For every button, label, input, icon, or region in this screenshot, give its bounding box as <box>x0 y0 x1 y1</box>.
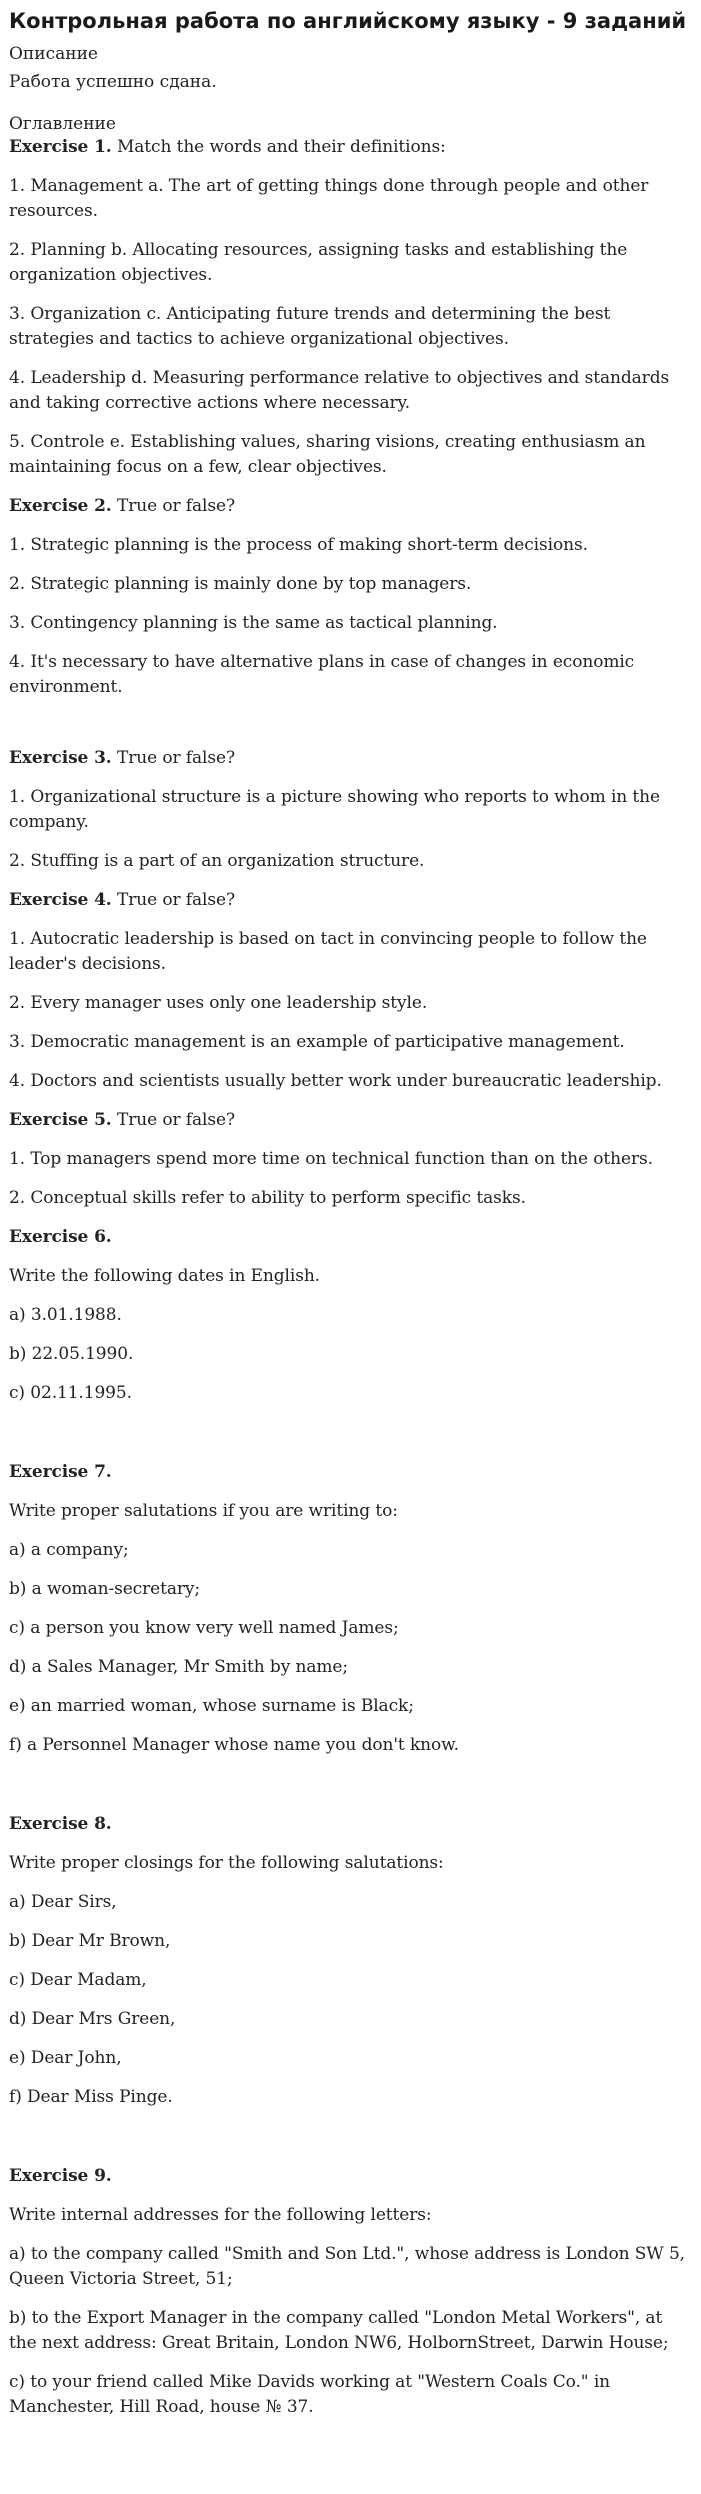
list-item: 1. Autocratic leadership is based on tact in convincing people to follow the leader's decisions. <box>9 929 647 974</box>
exercise-7 <box>9 1460 692 1758</box>
spacer <box>9 1420 692 1460</box>
exercise-4-heading: Exercise 4. <box>9 890 112 910</box>
exercise-9 <box>9 2164 692 2420</box>
exercise-5-header <box>9 1108 692 1133</box>
spacer <box>9 1772 692 1812</box>
exercise-3-heading: Exercise 3. <box>9 748 112 768</box>
exercise-2-heading: Exercise 2. <box>9 496 112 516</box>
exercise-6-header <box>9 1225 692 1250</box>
list-item: 3. Contingency planning is the same as tactical planning. <box>9 613 498 633</box>
exercise-4 <box>9 888 692 1094</box>
exercise-5-heading: Exercise 5. <box>9 1110 112 1130</box>
exercise-3 <box>9 746 692 874</box>
exercise-7-instruction: Write proper salutations if you are writing to: <box>9 1501 398 1521</box>
exercise-8-header <box>9 1812 692 1837</box>
exercise-6-instruction: Write the following dates in English. <box>9 1266 320 1286</box>
list-item: b) Dear Mr Brown, <box>9 1931 171 1951</box>
list-item: 2. Every manager uses only one leadership style. <box>9 993 428 1013</box>
list-item: d) a Sales Manager, Mr Smith by name; <box>9 1657 349 1677</box>
exercise-2-header <box>9 494 692 519</box>
list-item: 5. Controle e. Establishing values, sharing visions, creating enthusiasm an maintaining focus on a few, clear objectives. <box>9 432 646 477</box>
description-text: Работа успешно сдана. <box>9 72 217 92</box>
exercise-4-instruction: True or false? <box>116 890 235 910</box>
exercise-1-header <box>9 135 692 160</box>
list-item: 4. It's necessary to have alternative plans in case of changes in economic environment. <box>9 652 635 697</box>
description-label: Описание <box>9 44 98 64</box>
list-item: b) to the Export Manager in the company called "London Metal Workers", at the next address: Great Britain, London NW6, HolbornStreet, Darwin House; <box>9 2308 669 2353</box>
list-item: e) Dear John, <box>9 2048 122 2068</box>
list-item: b) 22.05.1990. <box>9 1344 134 1364</box>
list-item: a) 3.01.1988. <box>9 1305 122 1325</box>
exercise-5-instruction: True or false? <box>116 1110 235 1130</box>
exercise-6-heading: Exercise 6. <box>9 1227 112 1247</box>
list-item: c) to your friend called Mike Davids working at "Western Coals Co." in Manchester, Hill Road, house № 37. <box>9 2372 611 2417</box>
list-item: 3. Democratic management is an example of participative management. <box>9 1032 625 1052</box>
exercise-9-instruction: Write internal addresses for the following letters: <box>9 2205 432 2225</box>
exercise-8 <box>9 1812 692 2110</box>
exercise-8-heading: Exercise 8. <box>9 1814 112 1834</box>
list-item: 1. Top managers spend more time on technical function than on the others. <box>9 1149 653 1169</box>
list-item: 3. Organization c. Anticipating future trends and determining the best strategies and tactics to achieve organizational objectives. <box>9 304 611 349</box>
list-item: 4. Doctors and scientists usually better work under bureaucratic leadership. <box>9 1071 662 1091</box>
exercise-2-instruction: True or false? <box>116 496 235 516</box>
list-item: c) 02.11.1995. <box>9 1383 132 1403</box>
list-item: 2. Stuffing is a part of an organization structure. <box>9 851 425 871</box>
exercise-3-header <box>9 746 692 771</box>
list-item: f) Dear Miss Pinge. <box>9 2087 173 2107</box>
list-item: c) Dear Madam, <box>9 1970 147 1990</box>
list-item: 4. Leadership d. Measuring performance relative to objectives and standards and taking corrective actions where necessary. <box>9 368 670 413</box>
toc-label: Оглавление <box>9 114 116 134</box>
list-item: 1. Strategic planning is the process of making short-term decisions. <box>9 535 588 555</box>
list-item: 2. Strategic planning is mainly done by top managers. <box>9 574 472 594</box>
list-item: 1. Management a. The art of getting things done through people and other resources. <box>9 176 649 221</box>
exercise-9-header <box>9 2164 692 2189</box>
exercise-6 <box>9 1225 692 1406</box>
list-item: e) an married woman, whose surname is Black; <box>9 1696 414 1716</box>
list-item: a) to the company called "Smith and Son Ltd.", whose address is London SW 5, Queen Victoria Street, 51; <box>9 2244 685 2289</box>
exercise-8-instruction: Write proper closings for the following salutations: <box>9 1853 444 1873</box>
list-item: c) a person you know very well named James; <box>9 1618 399 1638</box>
list-item: 1. Organizational structure is a picture showing who reports to whom in the company. <box>9 787 660 832</box>
list-item: 2. Planning b. Allocating resources, assigning tasks and establishing the organization objectives. <box>9 240 628 285</box>
exercise-7-header <box>9 1460 692 1485</box>
exercise-5 <box>9 1108 692 1211</box>
list-item: a) a company; <box>9 1540 129 1560</box>
list-item: 2. Conceptual skills refer to ability to perform specific tasks. <box>9 1188 526 1208</box>
exercise-9-heading: Exercise 9. <box>9 2166 112 2186</box>
exercise-1 <box>9 135 692 480</box>
list-item: d) Dear Mrs Green, <box>9 2009 176 2029</box>
exercise-1-heading: Exercise 1. <box>9 137 112 157</box>
exercise-4-header <box>9 888 692 913</box>
exercise-2 <box>9 494 692 700</box>
spacer <box>9 714 692 746</box>
exercise-7-heading: Exercise 7. <box>9 1462 112 1482</box>
exercise-1-instruction: Match the words and their definitions: <box>116 137 446 157</box>
list-item: b) a woman-secretary; <box>9 1579 201 1599</box>
exercise-3-instruction: True or false? <box>116 748 235 768</box>
list-item: f) a Personnel Manager whose name you don't know. <box>9 1735 459 1755</box>
page-title: Контрольная работа по английскому языку - 9 заданий <box>9 9 687 33</box>
list-item: a) Dear Sirs, <box>9 1892 117 1912</box>
spacer <box>9 2124 692 2164</box>
